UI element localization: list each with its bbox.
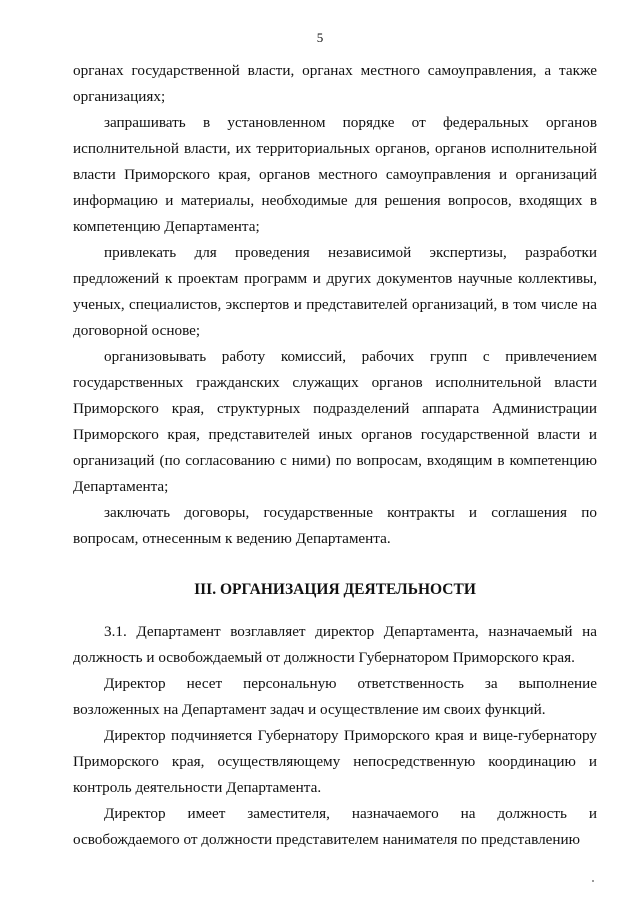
paragraph: Директор имеет заместителя, назначаемого на должность и освобождаемого от должности представителем нанимателя по представлению (73, 805, 597, 848)
paragraph: организовывать работу комиссий, рабочих групп с привлечением государственных гражданских служащих органов исполнительной власти Приморского края, структурных подразделений аппарата Администрации Приморского края, представителей иных органов государственной власти и организаций (по согласованию с ними) по вопросам, входящим в компетенцию Департамента; (73, 348, 597, 495)
paragraph: заключать договоры, государственные контракты и соглашения по вопросам, отнесенным к ведению Департамента. (73, 504, 597, 547)
paragraph: Директор несет персональную ответственность за выполнение возложенных на Департамент задач и осуществление им своих функций. (73, 675, 597, 718)
document-body (73, 58, 597, 853)
paragraph: привлекать для проведения независимой экспертизы, разработки предложений к проектам программ и других документов научные коллективы, ученых, специалистов, экспертов и представителей организаций, в том числе на договорной основе; (73, 244, 597, 339)
paragraph: Директор подчиняется Губернатору Приморского края и вице-губернатору Приморского края, осуществляющему непосредственную координацию и контроль деятельности Департамента. (73, 727, 597, 796)
paragraph: 3.1. Департамент возглавляет директор Департамента, назначаемый на должность и освобождаемый от должности Губернатором Приморского края. (73, 623, 597, 666)
paragraph: органах государственной власти, органах местного самоуправления, а также организациях; (73, 62, 597, 105)
section-heading: III. ОРГАНИЗАЦИЯ ДЕЯТЕЛЬНОСТИ (194, 581, 476, 598)
page-number: 5 (316, 30, 324, 45)
scan-dot (592, 880, 594, 882)
paragraph: запрашивать в установленном порядке от федеральных органов исполнительной власти, их территориальных органов, органов исполнительной власти Приморского края, органов местного самоуправления и организаций информацию и материалы, необходимые для решения вопросов, входящих в компетенцию Департамента; (73, 114, 597, 235)
